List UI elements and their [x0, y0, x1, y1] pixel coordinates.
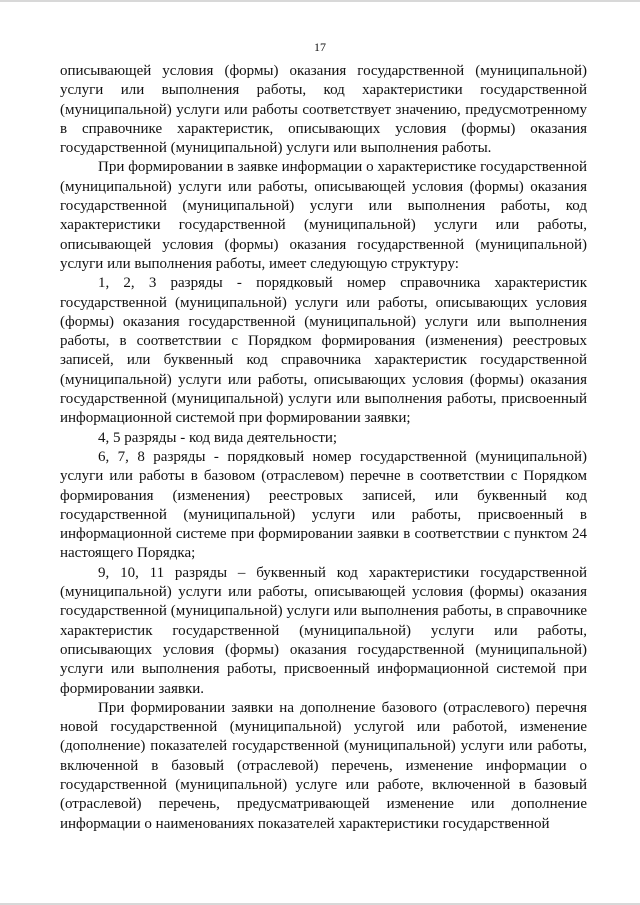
- paragraph-code-structure-intro: При формировании в заявке информации о характеристике государственной (муниципальной) услуги или работы, описывающей условия (формы) оказания государственной (муниципальной) услуги или выполнения работы, код характеристики государственной (муниципальной) услуги или работы, описывающей условия (формы) оказания государственной (муниципальной) услуги или выполнения работы, имеет следующую структуру:: [60, 159, 587, 272]
- document-body: [60, 62, 587, 834]
- paragraph-digits-9-11: 9, 10, 11 разряды – буквенный код характеристики государственной (муниципальной) услуги или работы, описывающей условия (формы) оказания государственной (муниципальной) услуги или выполнения работы, в справочнике характеристик государственной (муниципальной) услуги или работы, описывающих условия (формы) оказания государственной (муниципальной) услуги или выполнения работы, присвоенный информационной системой при формировании заявки.: [60, 564, 587, 697]
- paragraph-continuation: описывающей условия (формы) оказания государственной (муниципальной) услуги или выполнения работы, код характеристики государственной (муниципальной) услуги или работы соответствует значению, предусмотренному в справочнике характеристик, описывающих условия (формы) оказания государственной (муниципальной) услуги или выполнения работы.: [60, 63, 587, 157]
- paragraph-request-supplement: При формировании заявки на дополнение базового (отраслевого) перечня новой государственной (муниципальной) услугой или работой, изменение (дополнение) показателей государственной (муниципальной) услуги или работы, включенной в базовый (отраслевой) перечень, изменение информации о государственной (муниципальной) услуге или работе, включенной в базовый (отраслевой) перечень, предусматривающей изменение или дополнение информации о наименованиях показателей характеристики государственной: [60, 699, 587, 832]
- paragraph-digits-1-3: 1, 2, 3 разряды - порядковый номер справочника характеристик государственной (муниципальной) услуги или работы, описывающих условия (формы) оказания государственной (муниципальной) услуги или выполнения работы, в соответствии с Порядком формирования (изменения) реестровых записей, или буквенный код справочника характеристик государственной (муниципальной) услуги или работы, описывающих условия (формы) оказания государственной (муниципальной) услуги или выполнения работы, присвоенный информационной системой при формировании заявки;: [60, 275, 587, 427]
- paragraph-digits-4-5: 4, 5 разряды - код вида деятельности;: [98, 429, 338, 446]
- paragraph-digits-6-8: 6, 7, 8 разряды - порядковый номер государственной (муниципальной) услуги или работы в базовом (отраслевом) перечне в соответствии с Порядком формирования (изменения) реестровых записей, или буквенный код государственной (муниципальной) услуги или работы, присвоенный в информационной системе при формировании заявки в соответствии с пунктом 24 настоящего Порядка;: [60, 448, 587, 562]
- scan-edge-top: [0, 0, 640, 2]
- page-number: 17: [314, 40, 326, 54]
